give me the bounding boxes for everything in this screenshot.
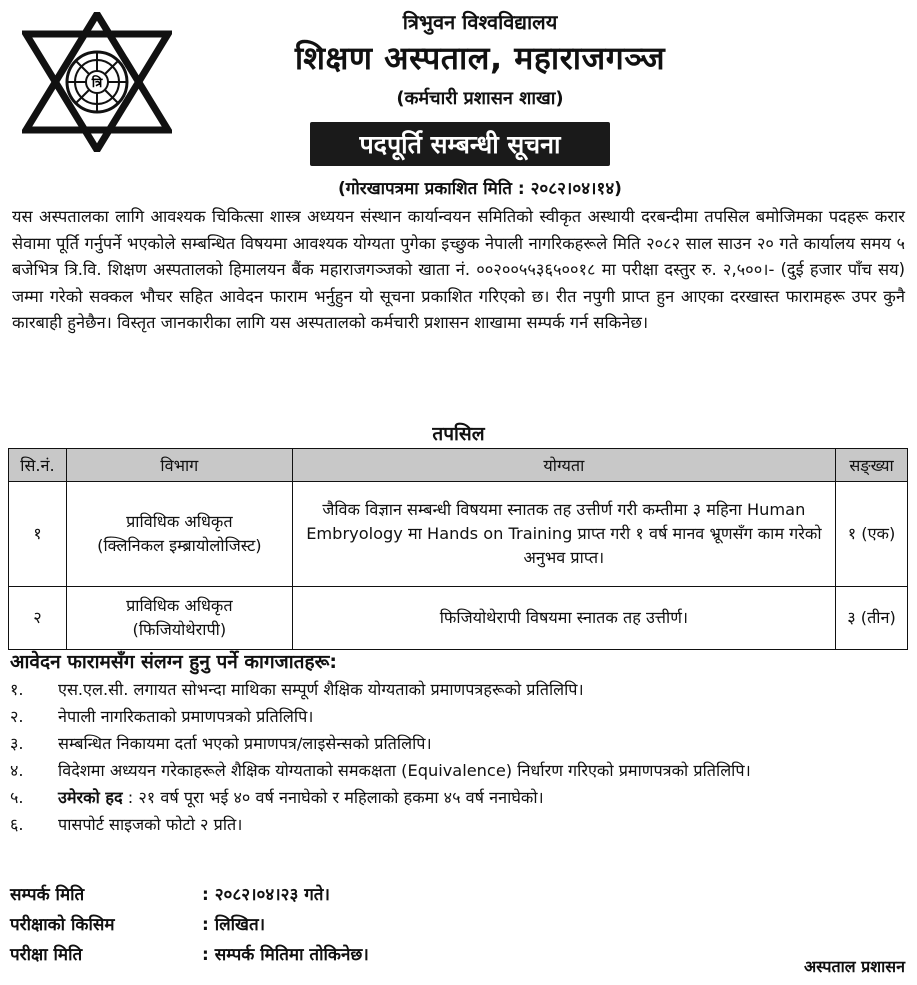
item-text: एस.एल.सी. लगायत सोभन्दा माथिका सम्पूर्ण शैक्षिक योग्यताको प्रमाणपत्रहरूको प्रतिलिपि।: [58, 680, 584, 699]
header-count: सङ्ख्या: [836, 449, 908, 482]
info-row: [10, 910, 369, 940]
list-item: [10, 757, 907, 784]
item-text: विदेशमा अध्ययन गरेकाहरूले शैक्षिक योग्यताको समकक्षता (Equivalence) निर्धारण गरिएको प्रमाणपत्रको प्रतिलिपि।: [58, 761, 751, 780]
exam-date-value: : सम्पर्क मितिमा तोकिनेछ।: [202, 945, 369, 965]
department-subtitle: (फिजियोथेरापी): [132, 620, 227, 639]
publication-date: (गोरखापत्रमा प्रकाशित मिति : २०८२।०४।१४): [338, 179, 622, 199]
info-row: [10, 940, 369, 970]
item-number: ३.: [10, 734, 24, 753]
svg-text:त्रि: त्रि: [91, 76, 103, 91]
cell-sn: १: [9, 482, 67, 587]
list-item: [10, 730, 907, 757]
cell-count: १ (एक): [836, 482, 908, 587]
cell-sn: २: [9, 587, 67, 650]
cell-department: [66, 482, 292, 587]
cell-qualification: जैविक विज्ञान सम्बन्धी विषयमा स्नातक तह उत्तीर्ण गरी कम्तीमा ३ महिना Human Embryology मा Hands on Training प्राप्त गरी १ वर्ष मानव भ्रूणसँग काम गरेको अनुभव प्राप्त।: [292, 482, 835, 587]
list-item: [10, 676, 907, 703]
contact-date-label: सम्पर्क मिति: [10, 885, 85, 905]
department-subtitle: (क्लिनिकल इम्ब्रायोलोजिस्ट): [97, 536, 262, 555]
list-item: [10, 811, 907, 838]
signature: अस्पताल प्रशासन: [803, 957, 905, 976]
documents-list: [10, 676, 907, 838]
header-sn: सि.नं.: [9, 449, 67, 482]
item-text: नेपाली नागरिकताको प्रमाणपत्रको प्रतिलिपि।: [58, 707, 314, 726]
cell-department: [66, 587, 292, 650]
header-department: विभाग: [66, 449, 292, 482]
hospital-name: शिक्षण अस्पताल, महाराजगञ्ज: [294, 39, 666, 77]
vacancy-table: [8, 448, 908, 650]
item-number: १.: [10, 680, 24, 699]
item-number: ४.: [10, 761, 24, 780]
exam-type-label: परीक्षाको किसिम: [10, 915, 115, 935]
documents-title: आवेदन फारामसँग संलग्न हुनु पर्ने कागजातहरू:: [10, 651, 337, 673]
table-title: तपसिल: [432, 423, 485, 445]
list-item: [10, 703, 907, 730]
age-limit-label: उमेरको हद: [58, 788, 123, 807]
cell-count: ३ (तीन): [836, 587, 908, 650]
department-title: प्राविधिक अधिकृत: [126, 512, 233, 531]
table-row: [9, 482, 908, 587]
item-text: [58, 784, 907, 811]
list-item: [10, 784, 907, 811]
exam-info: [10, 880, 369, 970]
department-name: (कर्मचारी प्रशासन शाखा): [396, 88, 564, 109]
table-header-row: [9, 449, 908, 482]
department-title: प्राविधिक अधिकृत: [126, 596, 233, 615]
info-row: [10, 880, 369, 910]
exam-type-value: : लिखित।: [202, 915, 266, 935]
contact-date-value: : २०८२।०४।२३ गते।: [202, 885, 330, 905]
notice-title: पदपूर्ति सम्बन्धी सूचना: [310, 122, 610, 166]
item-number: ६.: [10, 815, 24, 834]
item-text: सम्बन्धित निकायमा दर्ता भएको प्रमाणपत्र/लाइसेन्सको प्रतिलिपि।: [58, 734, 432, 753]
notice-body: यस अस्पतालका लागि आवश्यक चिकित्सा शास्त्र अध्ययन संस्थान कार्यान्वयन समितिको स्वीकृत अस्थायी दरबन्दीमा तपसिल बमोजिमका पदहरू करार सेवामा पूर्ति गर्नुपर्ने भएकोले सम्बन्धित विषयमा आवश्यक योग्यता पुगेका इच्छुक नेपाली नागरिकहरूले मिति २०८२ साल साउन २० गते कार्यालय समय ५ बजेभित्र त्रि.वि. शिक्षण अस्पतालको हिमालयन बैंक महाराजगञ्जको खाता नं. ००२००५५३६५००१८ मा परीक्षा दस्तुर रु. २,५००।- (दुई हजार पाँच सय) जम्मा गरेको सक्कल भौचर सहित आवेदन फाराम भर्नुहुन यो सूचना प्रकाशित गरिएको छ। रीत नपुगी प्राप्त हुन आएका दरखास्त फारामहरू उपर कुनै कारबाही हुनेछैन। विस्तृत जानकारीका लागि यस अस्पतालको कर्मचारी प्रशासन शाखामा सम्पर्क गर्न सकिनेछ।: [12, 207, 905, 332]
table-row: [9, 587, 908, 650]
item-number: २.: [10, 707, 24, 726]
tribhuvan-university-logo: [22, 12, 172, 152]
exam-date-label: परीक्षा मिति: [10, 945, 83, 965]
cell-qualification: फिजियोथेरापी विषयमा स्नातक तह उत्तीर्ण।: [292, 587, 835, 650]
university-name: त्रिभुवन विश्वविद्यालय: [402, 10, 558, 34]
age-limit-text: : २१ वर्ष पूरा भई ४० वर्ष ननाघेको र महिलाको हकमा ४५ वर्ष ननाघेको।: [127, 788, 544, 807]
item-text: पासपोर्ट साइजको फोटो २ प्रति।: [58, 815, 243, 834]
header-qualification: योग्यता: [292, 449, 835, 482]
item-number: ५.: [10, 788, 24, 807]
